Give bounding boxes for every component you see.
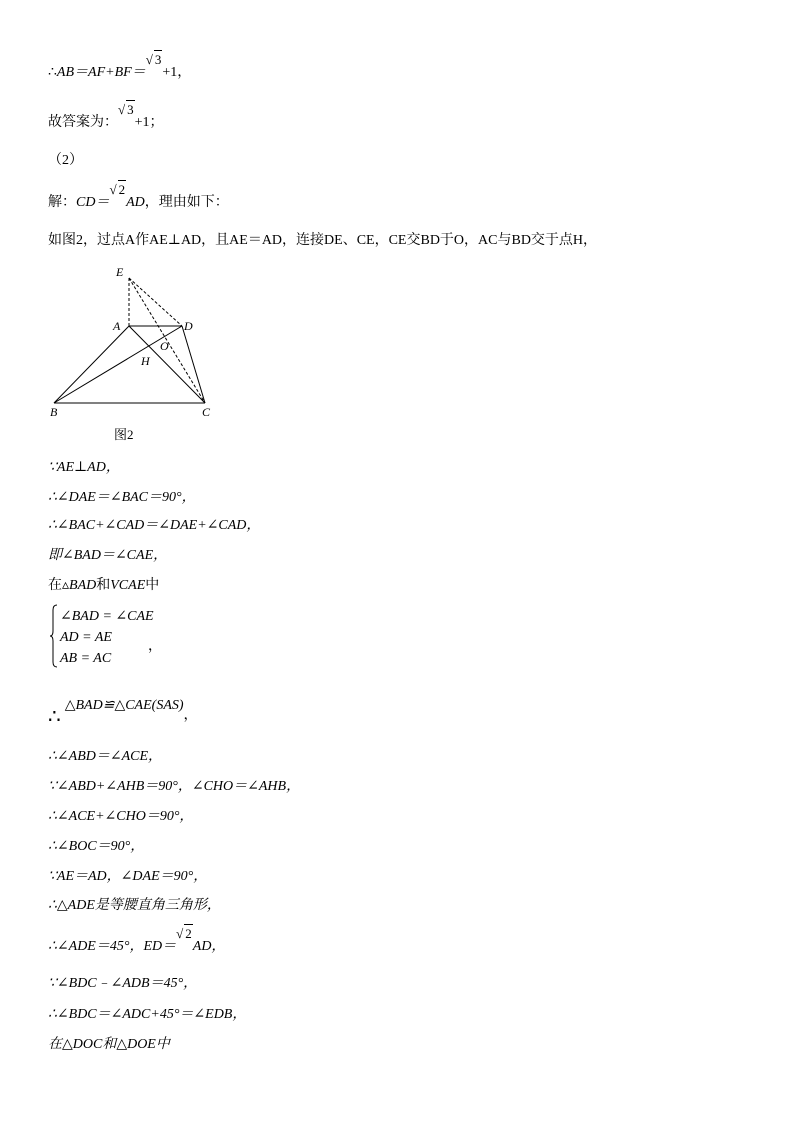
- congruence-line: ∴△BAD≌△CAE(SAS)，: [48, 698, 198, 728]
- part-2-heading: （2）: [48, 153, 83, 168]
- proof-line-7: ∵∠ABD+∠AHB＝90°，∠CHO＝∠AHB，: [48, 779, 301, 794]
- equation-1: ∠BAD = ∠CAE: [60, 609, 154, 624]
- sqrt-2: √ 2: [176, 926, 192, 941]
- segment-ed: [129, 278, 182, 326]
- proof-line-9: ∴∠BOC＝90°，: [48, 839, 145, 854]
- proof-line-5: 在▵BAD和VCAE中: [48, 578, 160, 593]
- answer-label: 故答案为：: [48, 115, 118, 130]
- triangle-bad: ▵BAD: [62, 578, 97, 593]
- triangle-cae: VCAE: [110, 578, 146, 593]
- equation-2: AD = AE: [60, 630, 112, 645]
- expression: CD＝: [76, 195, 110, 210]
- label-e: E: [116, 265, 124, 279]
- label-c: C: [202, 405, 211, 419]
- figure-caption: 图2: [114, 427, 134, 442]
- proof-line-14: ∴∠BDC＝∠ADC+45°＝∠EDB，: [48, 1007, 247, 1022]
- proof-line-4: 即∠BAD＝∠CAE，: [48, 548, 168, 563]
- congruence-expression: △BAD≌△CAE(SAS): [64, 698, 184, 713]
- therefore-symbol: ∴: [48, 65, 57, 80]
- sqrt-3: √ 3: [118, 102, 134, 117]
- expression-tail: +1，: [162, 65, 192, 80]
- proof-line-8: ∴∠ACE+∠CHO＝90°，: [48, 809, 194, 824]
- label-h: H: [141, 354, 150, 368]
- proof-line-15: 在△DOC和△DOE中: [48, 1037, 170, 1052]
- proof-line-13: ∵∠BDC﹣∠ADB＝45°，: [48, 976, 198, 991]
- proof-line-6: ∴∠ABD＝∠ACE，: [48, 749, 163, 764]
- proof-line-3: ∴∠BAC+∠CAD＝∠DAE+∠CAD，: [48, 518, 261, 533]
- figure-2: [40, 262, 230, 444]
- label-d: D: [184, 319, 193, 333]
- proof-line-2: ∴∠DAE＝∠BAC＝90°，: [48, 490, 196, 505]
- therefore-symbol: ∴: [48, 706, 61, 728]
- sqrt-3: √ 3: [145, 52, 162, 67]
- label-o: O: [160, 339, 169, 353]
- label-a: A: [113, 319, 121, 333]
- reason-tail: ，理由如下：: [144, 195, 229, 210]
- proof-line-10: ∵AE＝AD，∠DAE＝90°，: [48, 869, 208, 884]
- sqrt-2: √ 2: [109, 182, 126, 197]
- proof-line-1: ∵AE⊥AD，: [48, 460, 120, 475]
- proof-line-11: ∴△ADE是等腰直角三角形，: [48, 898, 221, 913]
- line-answer: [48, 102, 164, 132]
- solution-label: 解：: [48, 195, 76, 210]
- label-b: B: [50, 405, 58, 419]
- variable-ad: AD: [126, 195, 145, 210]
- system-comma: ，: [148, 639, 162, 654]
- answer-tail: +1；: [134, 115, 164, 130]
- construction-text: 如图2，过点A作AE⊥AD，且AE＝AD，连接DE、CE，CE交BD于O，AC与BD交于点H，: [48, 233, 598, 248]
- equation-3: AB = AC: [60, 651, 112, 666]
- line-ab-result: [48, 52, 192, 82]
- line-solution: [48, 182, 229, 212]
- left-brace: [50, 604, 58, 668]
- expression: AB＝AF+BF＝: [56, 65, 146, 80]
- proof-line-12: ∴∠ADE＝45°，ED＝√ 2AD，: [48, 926, 226, 954]
- equation-system: [60, 606, 154, 669]
